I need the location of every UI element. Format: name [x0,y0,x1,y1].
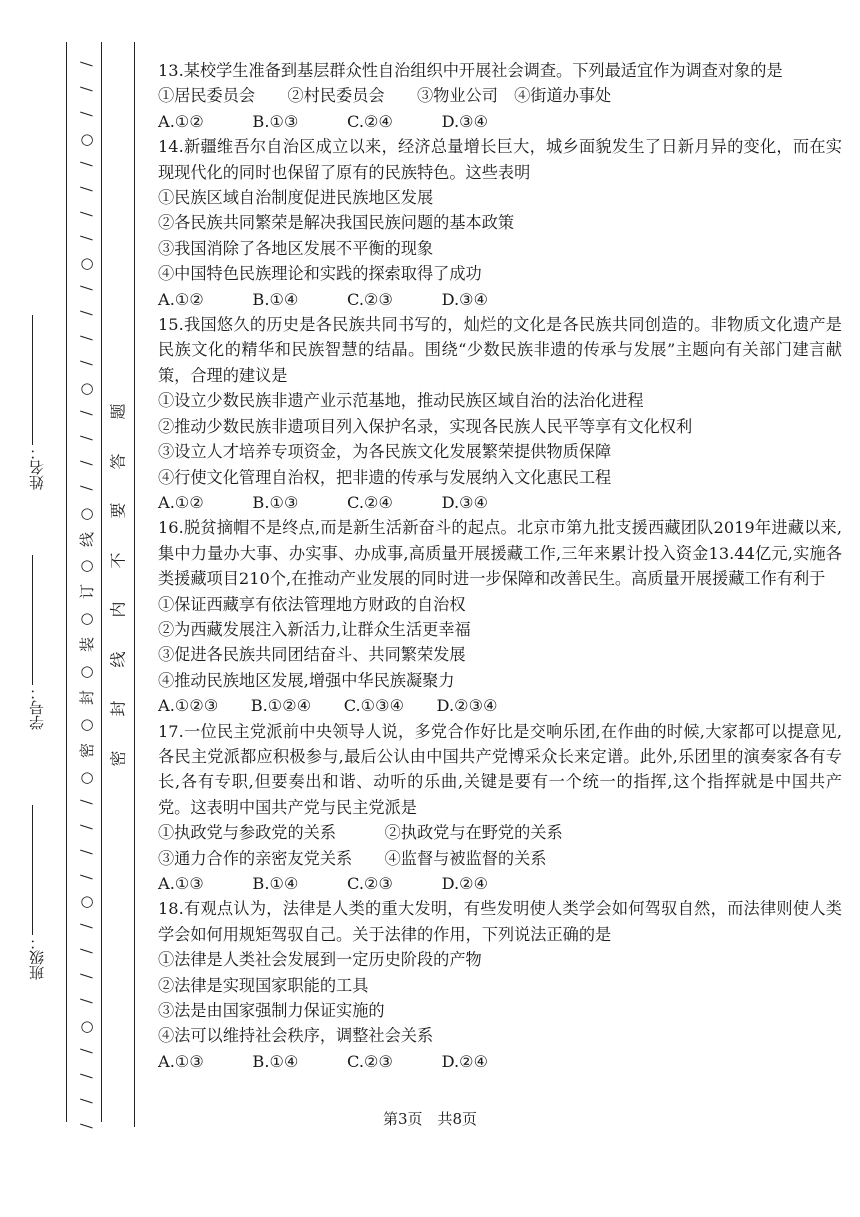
seal-notice-char: 封 [108,700,128,717]
class-field[interactable] [30,790,45,980]
question-item: ④中国特色民族理论和实践的探索取得了成功 [158,264,482,284]
seal-circle-mark: ○ [80,767,94,786]
seal-circle-mark: ○ [80,378,94,397]
seal-slash-mark: / [78,923,96,929]
seal-slash-mark: / [78,973,96,979]
seal-slash-mark: / [78,285,96,291]
question-item: ①执政党与参政党的关系 ②执政党与在野党的关系 [158,823,563,843]
name-label: 姓名： [28,445,46,490]
seal-circle-mark: ○ [80,556,94,575]
question-item: ③我国消除了各地区发展不平衡的现象 [158,238,434,258]
student-id-field[interactable] [30,540,45,730]
seal-slash-mark: / [78,310,96,316]
question-block [158,896,842,1074]
name-field[interactable] [30,300,45,490]
seal-notice-char: 要 [108,502,128,519]
question-item: ④法可以维持社会秩序，调整社会关系 [158,1026,434,1046]
question-item: ③法是由国家强制力保证实施的 [158,1001,385,1021]
seal-notice-char: 密 [108,750,128,767]
page-footer: 第3页 共8页 [382,1110,478,1128]
seal-slash-mark: / [78,335,96,341]
seal-circle-mark: ○ [80,662,94,681]
seal-slash-mark: / [78,1123,96,1129]
seal-slash-mark: / [78,799,96,805]
question-item: ③设立人才培养专项资金，为各民族文化发展繁荣提供物质保障 [158,442,612,462]
class-label: 班级： [28,935,46,980]
seal-circle-mark: ○ [80,503,94,522]
question-item: ①民族区域自治制度促进民族地区发展 [158,188,434,208]
seal-notice [108,400,126,770]
seal-slash-mark: / [78,824,96,830]
seal-slash-mark: / [78,849,96,855]
question-content [158,58,842,1074]
seal-notice-char: 答 [108,453,128,470]
answer-options: A.①② B.①④ C.②③ D.③④ [158,289,489,309]
seal-notice-char: 内 [108,601,128,618]
binding-margin [0,0,140,1217]
seal-circle-mark: ○ [80,254,94,273]
seal-circle-mark: ○ [80,609,94,628]
question-block [158,312,842,515]
margin-line-right [134,42,135,1127]
seal-slash-mark: / [78,61,96,67]
seal-slash-mark: / [78,948,96,954]
seal-circle-mark: ○ [80,714,94,733]
seal-char: 密 [78,742,97,758]
seal-slash-mark: / [78,1073,96,1079]
seal-slash-mark: / [78,1098,96,1104]
question-item: ④行使文化管理自治权，把非遗的传承与发展纳入文化惠民工程 [158,467,612,487]
question-item: ①设立少数民族非遗产业示范基地，推动民族区域自治的法治化进程 [158,391,644,411]
question-block [158,58,842,134]
question-item: ②法律是实现国家职能的工具 [158,975,369,995]
question-stem: 17.一位民主党派前中央领导人说，多党合作好比是交响乐团,在作曲的时候,大家都可以提意见,各民主党派都应积极参与,最后公认由中国共产党博采众长来定谱。此外,乐团里的演奏家各有专长,各有专职,但要奏出和谐、动听的乐曲,关键是要有一个统一的指挥,这个指挥就是中国共产党。这表明中国共产党与民主党派是 [158,721,842,817]
question-item: ②为西藏发展注入新活力,让群众生活更幸福 [158,619,471,639]
question-item: ③促进各民族共同团结奋斗、共同繁荣发展 [158,645,466,665]
question-stem: 13.某校学生准备到基层群众性自治组织中开展社会调查。下列最适宜作为调查对象的是 [158,61,783,80]
question-item: ②各民族共同繁荣是解决我国民族问题的基本政策 [158,213,515,233]
seal-slash-mark: / [78,186,96,192]
seal-notice-char: 题 [108,403,128,420]
answer-options: A.①②③ B.①②④ C.①③④ D.②③④ [158,696,498,716]
question-item: ④推动民族地区发展,增强中华民族凝聚力 [158,670,455,690]
seal-char: 线 [78,531,97,547]
seal-slash-mark: / [78,873,96,880]
question-block [158,515,842,718]
seal-slash-mark: / [78,86,96,92]
seal-char: 封 [78,690,97,706]
seal-slash-mark: / [78,460,96,466]
answer-options: A.①② B.①③ C.②④ D.③④ [158,492,489,512]
seal-line-marks [78,55,96,1135]
question-item: ①保证西藏享有依法管理地方财政的自治权 [158,594,466,614]
student-id-label: 学号： [28,685,46,730]
seal-slash-mark: / [78,111,96,117]
seal-circle-mark: ○ [80,1017,94,1036]
answer-options: A.①③ B.①④ C.②③ D.②④ [158,1051,489,1071]
seal-slash-mark: / [78,485,96,491]
seal-char: 装 [78,637,97,653]
question-stem: 16.脱贫摘帽不是终点,而是新生活新奋斗的起点。北京市第九批支援西藏团队2019年进藏以来,集中力量办大事、办实事、办成事,高质量开展援藏工作,三年来累计投入资金13.44亿元,实施各类援藏项目210个,在推动产业发展的同时进一步保障和改善民生。高质量开展援藏工作有利于 [158,518,842,589]
question-block [158,134,842,312]
question-items-inline: ①居民委员会 ②村民委员会 ③物业公司 ④街道办事处 [158,86,612,106]
question-item: ②推动少数民族非遗项目列入保护名录，实现各民族人民平等享有文化权利 [158,416,693,436]
answer-options: A.①③ B.①④ C.②③ D.②④ [158,874,489,893]
seal-notice-char: 不 [108,552,128,569]
margin-line-mid [101,42,102,1122]
seal-slash-mark: / [78,410,96,416]
seal-slash-mark: / [78,435,96,441]
seal-slash-mark: / [78,211,96,217]
question-stem: 18.有观点认为，法律是人类的重大发明，有些发明使人类学会如何驾驭自然，而法律则使人类学会如何用规矩驾驭自己。关于法律的作用，下列说法正确的是 [158,899,842,944]
seal-slash-mark: / [78,360,96,366]
seal-char: 订 [78,584,97,600]
seal-slash-mark: / [78,235,96,241]
seal-notice-char: 线 [108,651,128,668]
seal-slash-mark: / [78,161,96,167]
seal-circle-mark: ○ [80,892,94,911]
question-stem: 15.我国悠久的历史是各民族共同书写的，灿烂的文化是各民族共同创造的。非物质文化遗产是民族文化的精华和民族智慧的结晶。围绕“少数民族非遗的传承与发展”主题向有关部门建言献策，合理的建议是 [158,315,842,385]
seal-slash-mark: / [78,1048,96,1054]
seal-circle-mark: ○ [80,129,94,148]
question-item: ③通力合作的亲密友党关系 ④监督与被监督的关系 [158,848,547,868]
answer-options: A.①② B.①③ C.②④ D.③④ [158,111,489,131]
seal-slash-mark: / [78,998,96,1004]
question-block [158,719,842,897]
question-item: ①法律是人类社会发展到一定历史阶段的产物 [158,950,482,970]
question-stem: 14.新疆维吾尔自治区成立以来，经济总量增长巨大，城乡面貌发生了日新月异的变化，而在实现现代化的同时也保留了原有的民族特色。这些表明 [158,137,842,182]
margin-line-left [66,42,67,1122]
